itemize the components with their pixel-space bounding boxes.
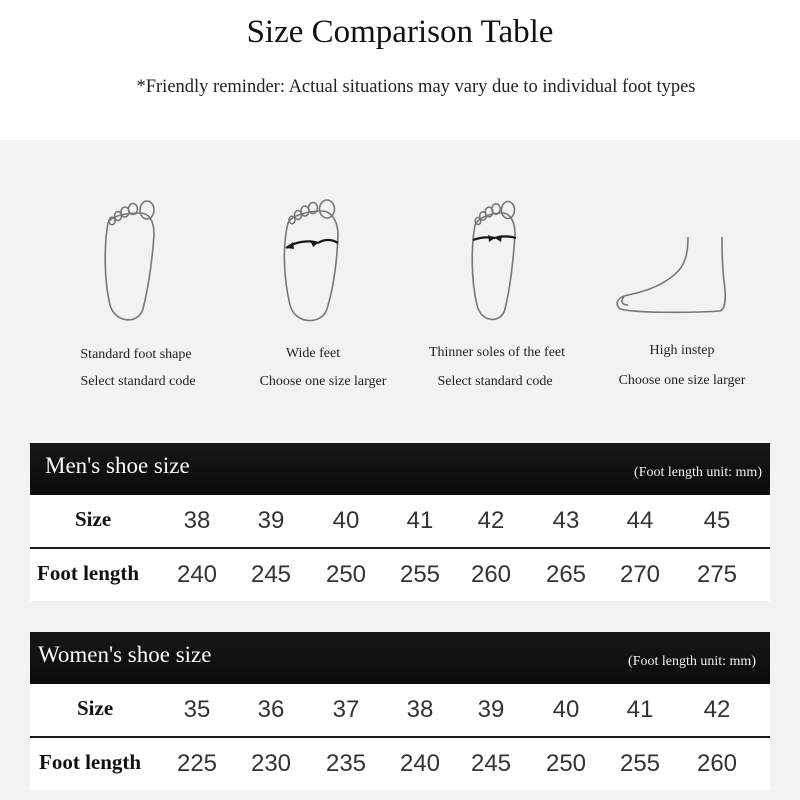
- foot-type-wide-advice: Choose one size larger: [259, 374, 387, 389]
- womens-unit-note: (Foot length unit: mm): [628, 654, 756, 669]
- mens-size-label: Size: [75, 507, 112, 531]
- womens-size-cell: 38: [406, 696, 434, 723]
- standard-foot-icon: [30, 185, 230, 335]
- womens-length-cell: 235: [325, 750, 367, 777]
- friendly-reminder: *Friendly reminder: Actual situations may vary due to individual foot types: [136, 77, 696, 97]
- mens-size-cell: 43: [552, 507, 580, 534]
- page-title: Size Comparison Table: [246, 14, 554, 50]
- mens-length-label: Foot length: [37, 561, 140, 585]
- foot-type-wide: [210, 185, 410, 335]
- mens-size-cell: 39: [257, 507, 285, 534]
- womens-size-cell: 35: [183, 696, 211, 723]
- womens-size-cell: 42: [703, 696, 731, 723]
- mens-length-cell: 240: [176, 561, 218, 588]
- foot-type-high-instep: [580, 185, 780, 335]
- mens-size-cell: 44: [626, 507, 654, 534]
- womens-length-cell: 250: [545, 750, 587, 777]
- womens-table-title: Women's shoe size: [38, 642, 212, 667]
- high-instep-foot-icon: [580, 185, 780, 335]
- womens-size-table: [30, 632, 770, 794]
- foot-type-standard-name: Standard foot shape: [80, 347, 192, 362]
- mens-size-cell: 38: [183, 507, 211, 534]
- mens-length-cell: 260: [470, 561, 512, 588]
- wide-foot-icon: [210, 185, 410, 335]
- womens-length-cell: 225: [176, 750, 218, 777]
- foot-type-standard: [30, 185, 230, 335]
- mens-length-row: [30, 549, 770, 601]
- foot-type-thin-soles: [395, 185, 595, 335]
- foot-type-standard-advice: Select standard code: [80, 374, 196, 389]
- foot-type-thin-soles-name: Thinner soles of the feet: [428, 345, 566, 360]
- mens-size-row: [30, 495, 770, 547]
- womens-size-label: Size: [77, 696, 114, 720]
- mens-table-title: Men's shoe size: [45, 453, 190, 478]
- mens-length-cell: 245: [250, 561, 292, 588]
- womens-size-cell: 39: [477, 696, 505, 723]
- mens-length-cell: 265: [545, 561, 587, 588]
- mens-unit-note: (Foot length unit: mm): [634, 465, 762, 480]
- womens-size-cell: 37: [332, 696, 360, 723]
- womens-length-cell: 230: [250, 750, 292, 777]
- mens-length-cell: 275: [696, 561, 738, 588]
- mens-size-cell: 40: [332, 507, 360, 534]
- womens-size-row: [30, 684, 770, 736]
- header-area: [0, 0, 800, 140]
- mens-length-cell: 255: [399, 561, 441, 588]
- mens-size-cell: 42: [477, 507, 505, 534]
- womens-table-header: [30, 632, 770, 684]
- womens-length-cell: 260: [696, 750, 738, 777]
- womens-length-cell: 240: [399, 750, 441, 777]
- foot-type-wide-name: Wide feet: [285, 346, 341, 361]
- thin-sole-foot-icon: [395, 185, 595, 335]
- foot-type-thin-soles-advice: Select standard code: [437, 374, 553, 389]
- womens-size-cell: 41: [626, 696, 654, 723]
- womens-length-cell: 255: [619, 750, 661, 777]
- mens-size-cell: 41: [406, 507, 434, 534]
- mens-length-cell: 270: [619, 561, 661, 588]
- womens-length-cell: 245: [470, 750, 512, 777]
- womens-size-cell: 36: [257, 696, 285, 723]
- womens-size-cell: 40: [552, 696, 580, 723]
- mens-length-cell: 250: [325, 561, 367, 588]
- mens-size-cell: 45: [703, 507, 731, 534]
- foot-type-high-instep-advice: Choose one size larger: [618, 373, 746, 388]
- mens-size-table: [30, 443, 770, 605]
- foot-type-high-instep-name: High instep: [649, 343, 715, 358]
- womens-length-label: Foot length: [39, 750, 142, 774]
- mens-table-header: [30, 443, 770, 495]
- womens-length-row: [30, 738, 770, 790]
